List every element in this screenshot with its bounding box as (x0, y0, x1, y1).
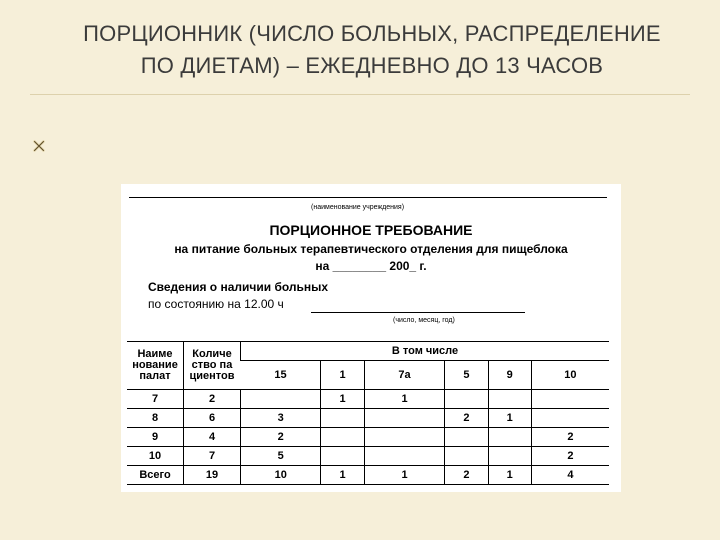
table-cell: 2 (531, 428, 609, 447)
table-cell (488, 447, 531, 466)
table-cell: 10 (241, 466, 321, 485)
title-divider (30, 94, 690, 95)
table-cell (364, 409, 444, 428)
table-header-row (127, 342, 609, 361)
table-cell: 2 (445, 409, 488, 428)
date-underline (311, 312, 525, 313)
table-cell: 7 (127, 390, 184, 409)
table-cell: 1 (321, 466, 364, 485)
table-cell: 2 (445, 466, 488, 485)
table-cell: 2 (184, 390, 241, 409)
table-cell: 2 (531, 447, 609, 466)
diet-header: 9 (488, 361, 531, 390)
table-cell (445, 447, 488, 466)
table-cell (364, 447, 444, 466)
document-subtitle: на питание больных терапевтического отделения для пищеблока (174, 242, 568, 256)
table-cell (445, 390, 488, 409)
table-cell: 6 (184, 409, 241, 428)
portion-request-document (121, 184, 621, 492)
state-time: по состоянию на 12.00 ч (148, 297, 284, 311)
diet-header: 5 (445, 361, 488, 390)
table-cell: 1 (488, 466, 531, 485)
diet-header: 7а (364, 361, 444, 390)
institution-line (129, 197, 607, 198)
diet-header: 10 (531, 361, 609, 390)
header-including: В том числе (241, 342, 610, 361)
table-cell: 1 (364, 466, 444, 485)
table-cell: 4 (531, 466, 609, 485)
table-cell: 3 (241, 409, 321, 428)
table-cell: 4 (184, 428, 241, 447)
table-cell: 8 (127, 409, 184, 428)
header-ward-names: Наиме нование палат (127, 342, 184, 390)
header-patient-count: Количе ство па циентов (184, 342, 241, 390)
document-title: ПОРЦИОННОЕ ТРЕБОВАНИЕ (269, 222, 473, 238)
diet-header: 15 (241, 361, 321, 390)
availability-heading: Сведения о наличии больных (148, 280, 329, 294)
table-cell: 2 (241, 428, 321, 447)
table-cell (488, 428, 531, 447)
slide-title-line-2: ПО ДИЕТАМ) – ЕЖЕДНЕВНО ДО 13 ЧАСОВ (140, 53, 604, 78)
patients-table (127, 341, 609, 485)
table-cell: Всего (127, 466, 184, 485)
slide-title (38, 18, 706, 82)
date-caption: (число, месяц, год) (393, 317, 455, 324)
table-row (127, 390, 609, 409)
table-cell (531, 390, 609, 409)
table-cell (531, 409, 609, 428)
table-cell (488, 390, 531, 409)
table-cell (321, 447, 364, 466)
slide-title-line-1: ПОРЦИОННИК (ЧИСЛО БОЛЬНЫХ, РАСПРЕДЕЛЕНИЕ (83, 21, 661, 46)
diet-header: 1 (321, 361, 364, 390)
institution-label: (наименование учреждения) (311, 204, 405, 211)
table-cell: 1 (321, 390, 364, 409)
x-bullet-icon (33, 140, 45, 152)
table-cell (241, 390, 321, 409)
table-cell: 5 (241, 447, 321, 466)
table-row (127, 409, 609, 428)
table-cell (321, 409, 364, 428)
table-row (127, 447, 609, 466)
table-cell: 10 (127, 447, 184, 466)
table-cell: 9 (127, 428, 184, 447)
table-row (127, 466, 609, 485)
table-cell: 1 (488, 409, 531, 428)
table-cell: 7 (184, 447, 241, 466)
table-cell: 1 (364, 390, 444, 409)
table-cell (321, 428, 364, 447)
table-cell: 19 (184, 466, 241, 485)
table-cell (445, 428, 488, 447)
table-cell (364, 428, 444, 447)
table-row (127, 428, 609, 447)
document-date-line: на ________ 200_ г. (315, 259, 427, 273)
